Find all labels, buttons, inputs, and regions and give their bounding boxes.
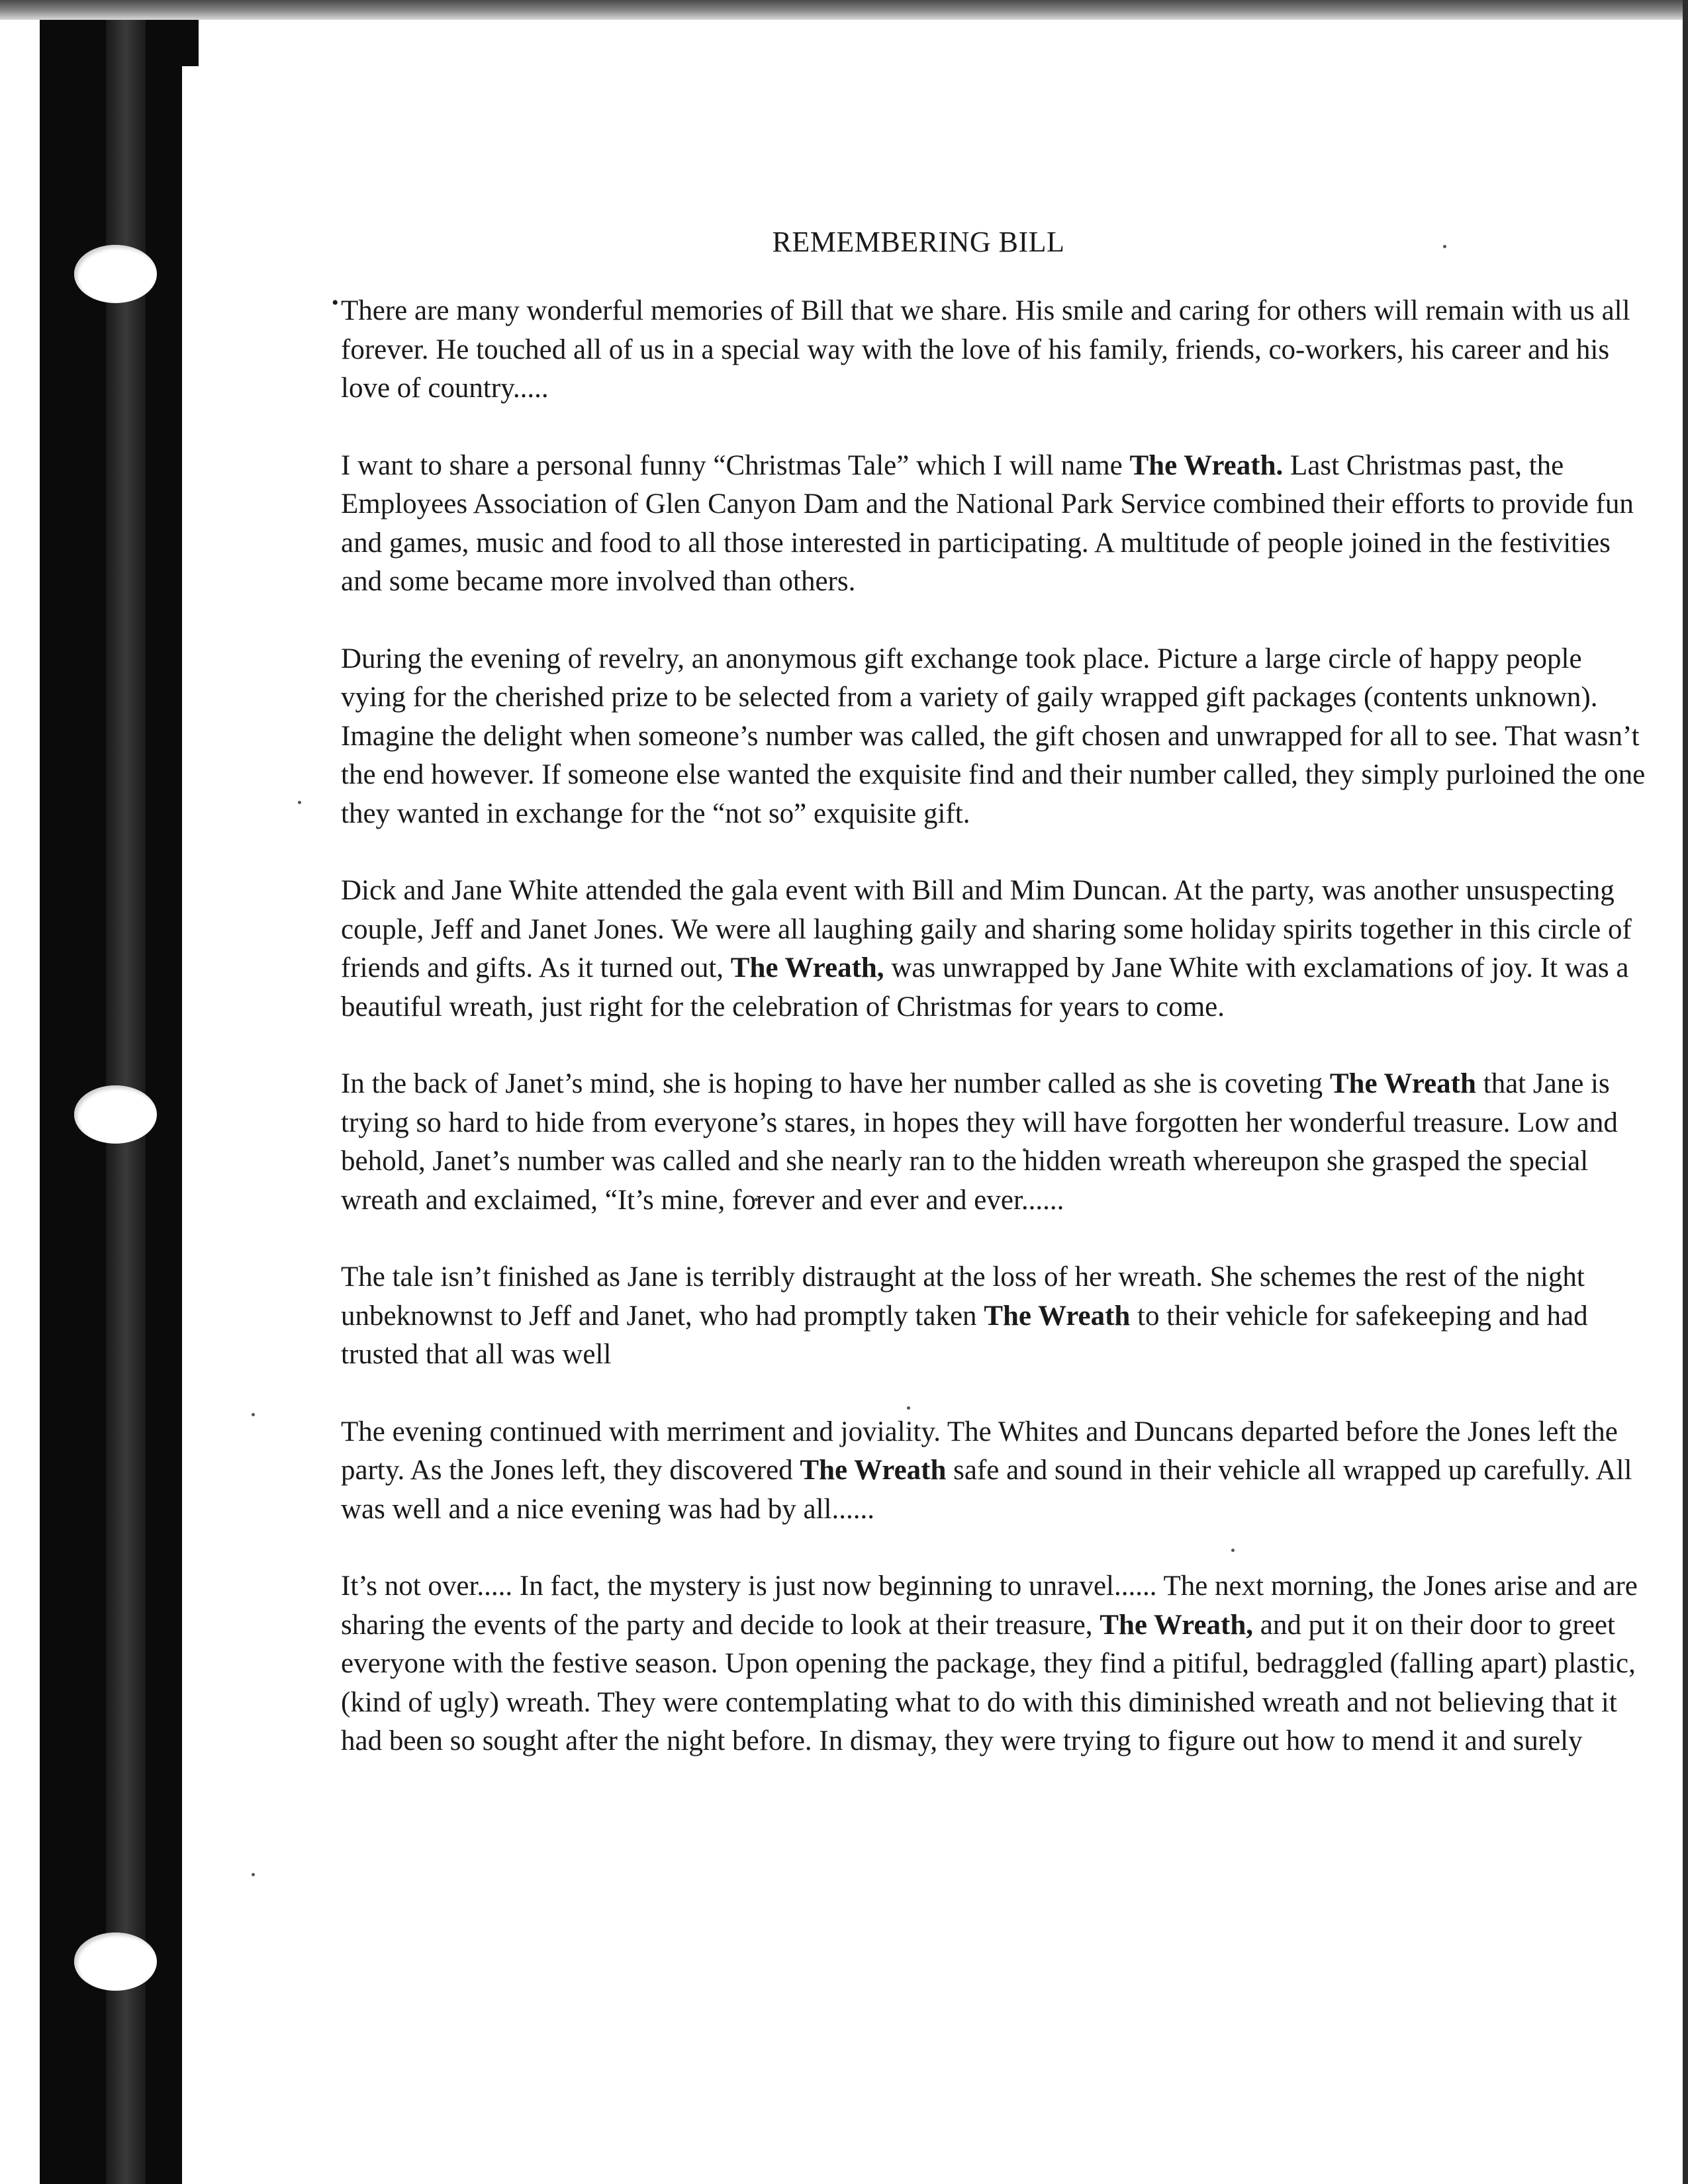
text-run: It’s not over..... In fact, the mystery is just now beginning to unravel...... The next morning, the Jones arise and are sharing the events of the party and decide to look at their treasure, xyxy=(341,1570,1638,1641)
text-run: that Jane is trying so hard to hide from everyone’s stares, in hopes they will have forgotten her wonderful treasure. Low and behold, Janet’s number was called and she nearly ran to the hidden wreath whereupon she grasped the special wreath and exclaimed, “It’s mine, forever and ever and ever...... xyxy=(341,1068,1618,1216)
scan-speck xyxy=(298,801,301,804)
bold-text: The Wreath xyxy=(984,1300,1131,1332)
document-page xyxy=(332,225,1648,1799)
scan-margin xyxy=(0,0,40,2184)
bold-text: The Wreath, xyxy=(1100,1609,1254,1641)
paragraph xyxy=(341,640,1648,834)
paragraph xyxy=(341,1567,1648,1761)
bullet-mark: • xyxy=(332,292,339,314)
text-run: The evening continued with merriment and joviality. The Whites and Duncans departed before the Jones left the party. As the Jones left, they discovered xyxy=(341,1416,1618,1486)
page-title: REMEMBERING BILL xyxy=(772,226,1065,258)
scan-speck xyxy=(252,1413,255,1416)
text-run: Last Christmas past, the Employees Association of Glen Canyon Dam and the National Park Service combined their efforts to provide fun and games, music and food to all those interested in participating. A multitude of people joined in the festivities and some became more involved than others. xyxy=(341,449,1634,597)
text-run: to their vehicle for safekeeping and had trusted that all was well xyxy=(341,1300,1588,1370)
text-run: Dick and Jane White attended the gala event with Bill and Mim Duncan. At the party, was another unsuspecting couple, Jeff and Janet Jones. We were all laughing gaily and sharing some holiday spirits together in this circle of friends and gifts. As it turned out, xyxy=(341,875,1632,983)
text-run: was unwrapped by Jane White with exclamations of joy. It was a beautiful wreath, just right for the celebration of Christmas for years to come. xyxy=(341,952,1629,1023)
text-run: and put it on their door to greet everyone with the festive season. Upon opening the package, they find a pitiful, bedraggled (falling apart) plastic, (kind of ugly) wreath. They were contemplating what to do with this diminished wreath and not believing that it had been so sought after the night before. In dismay, they were trying to figure out how to mend it and surely xyxy=(341,1609,1636,1756)
paragraph xyxy=(341,447,1648,602)
scan-top-edge xyxy=(0,0,1688,20)
bold-text: The Wreath xyxy=(800,1455,947,1486)
paragraph xyxy=(341,1258,1648,1375)
punch-hole xyxy=(74,245,157,303)
scan-right-edge xyxy=(1683,0,1688,2184)
paragraph xyxy=(341,292,1648,408)
text-run: During the evening of revelry, an anonymous gift exchange took place. Picture a large circle of happy people vying for the cherished prize to be selected from a variety of gaily wrapped gift packages (contents unknown). Imagine the delight when someone’s number was called, the gift chosen and unwrapped for all to see. That wasn’t the end however. If someone else wanted the exquisite find and their number called, they simply purloined the one they wanted in exchange for the “not so” exquisite gift. xyxy=(341,643,1646,829)
paragraph xyxy=(341,1065,1648,1220)
punch-hole xyxy=(74,1085,157,1144)
page-corner xyxy=(159,20,199,66)
text-run: There are many wonderful memories of Bill that we share. His smile and caring for others will remain with us all forever. He touched all of us in a special way with the love of his family, friends, co-workers, his career and his love of country..... xyxy=(341,295,1630,404)
text-run: The tale isn’t finished as Jane is terribly distraught at the loss of her wreath. She schemes the rest of the night unbeknownst to Jeff and Janet, who had promptly taken xyxy=(341,1261,1585,1332)
bold-text: The Wreath, xyxy=(730,952,884,983)
text-run: In the back of Janet’s mind, she is hoping to have her number called as she is coveting xyxy=(341,1068,1330,1099)
scan-speck xyxy=(252,1873,255,1876)
text-run: safe and sound in their vehicle all wrapped up carefully. All was well and a nice evening was had by all...... xyxy=(341,1455,1632,1525)
punch-hole xyxy=(74,1933,157,1991)
paragraph xyxy=(341,1413,1648,1529)
bold-text: The Wreath. xyxy=(1129,449,1284,481)
text-run: I want to share a personal funny “Christmas Tale” which I will name xyxy=(341,449,1130,481)
bold-text: The Wreath xyxy=(1329,1068,1476,1099)
document-body xyxy=(332,292,1648,1761)
paragraph xyxy=(341,872,1648,1026)
